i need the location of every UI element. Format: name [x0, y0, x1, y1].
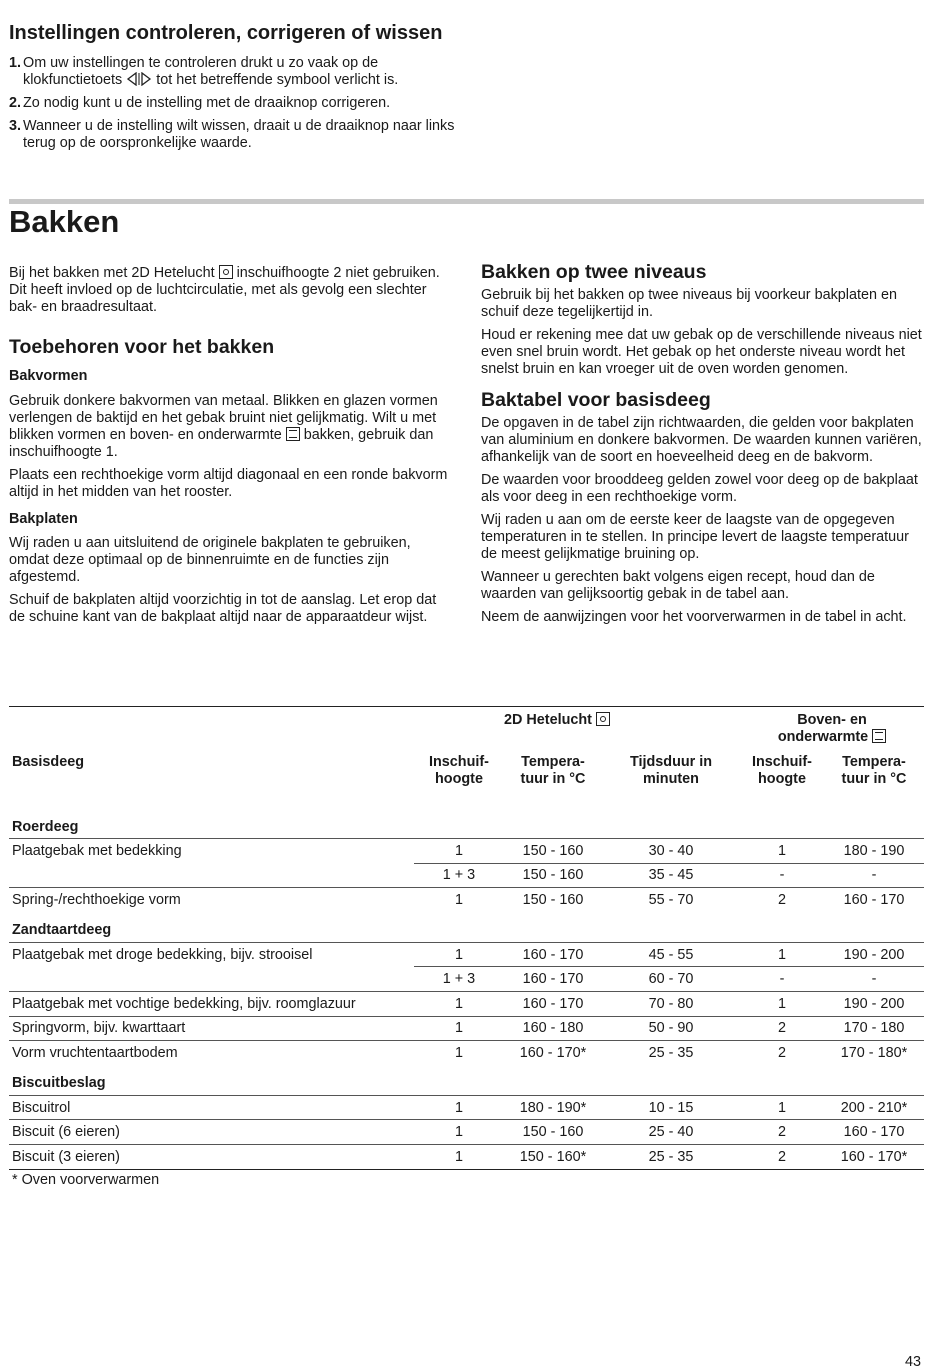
- baking-table: [9, 706, 924, 1170]
- table-cell: 180 - 190: [824, 839, 924, 864]
- column-header-temperatuur: Tempera- tuur in °C: [520, 753, 586, 787]
- table-cell: 1: [414, 1016, 504, 1041]
- group-label: 2D Hetelucht: [504, 712, 592, 728]
- bakplaten-heading: Bakplaten: [9, 511, 78, 527]
- table-cell: 45 - 55: [602, 942, 740, 967]
- table-cell: -: [824, 967, 924, 992]
- baktabel-heading: Baktabel voor basisdeeg: [481, 389, 711, 411]
- group-header-boven-onderwarmte: [740, 707, 924, 747]
- table-cell: 2: [740, 1144, 824, 1169]
- table-row: [9, 1120, 924, 1145]
- table-row: [9, 888, 924, 913]
- table-cell: 1: [414, 1120, 504, 1145]
- section-heading-check: Instellingen controleren, corrigeren of wissen: [9, 22, 443, 44]
- table-cell: 190 - 200: [824, 991, 924, 1016]
- paragraph-text: Gebruik donkere bakvormen van metaal. Blikken en glazen vormen verlengen de baktijd en het gebak bruint niet gelijkmatig. Wilt u met blikken vormen en boven- en onderwarmte: [9, 393, 438, 443]
- page-title: Bakken: [9, 204, 120, 239]
- table-cell: -: [824, 863, 924, 888]
- group-header-hetelucht: [414, 707, 740, 747]
- column-header-inschuifhoogte: Inschuif- hoogte: [752, 753, 812, 787]
- step-text: tot het betreffende symbool verlicht is.: [156, 72, 399, 88]
- table-cell: Spring-/rechthoekige vorm: [9, 888, 414, 913]
- left-column: [9, 265, 454, 632]
- paragraph-text: bakken, gebruik dan inschuifhoogte 1.: [9, 427, 434, 460]
- table-cell: 2: [740, 1120, 824, 1145]
- section-divider: [9, 199, 924, 204]
- table-cell: 70 - 80: [602, 991, 740, 1016]
- table-row: [9, 863, 924, 888]
- table-section-row: [9, 1065, 924, 1095]
- table-cell: 1: [414, 1144, 504, 1169]
- table-cell: 200 - 210*: [824, 1095, 924, 1120]
- baktabel-paragraph-4: Wanneer u gerechten bakt volgens eigen recept, houd dan de waarden van gelijksoortig gebak in de tabel aan.: [481, 569, 875, 602]
- table-cell: -: [740, 863, 824, 888]
- step-text: Om uw instellingen te controleren drukt u zo vaak op de klokfunctietoets: [23, 55, 379, 88]
- baktabel-paragraph-3: Wij raden u aan om de eerste keer de laagste van de opgegeven temperaturen in te stellen. In principe levert de laagste temperatuur de meest gelijkmatige bruining op.: [481, 512, 909, 562]
- table-cell: 150 - 160: [504, 1120, 602, 1145]
- table-row: [9, 1016, 924, 1041]
- table-cell: 1: [740, 991, 824, 1016]
- table-cell: 160 - 170: [504, 942, 602, 967]
- baktabel-paragraph-1: De opgaven in de tabel zijn richtwaarden, die gelden voor bakplaten van aluminium en donkere bakvormen. De waarden kunnen variëren, afhankelijk van de soort en hoeveelheid deeg en de bakvorm.: [481, 415, 922, 465]
- table-cell: Vorm vruchtentaartbodem: [9, 1041, 414, 1066]
- table-cell: 1 + 3: [414, 863, 504, 888]
- table-cell: 150 - 160: [504, 888, 602, 913]
- list-item: [9, 55, 469, 89]
- table-cell: Plaatgebak met bedekking: [9, 839, 414, 864]
- table-cell: 1 + 3: [414, 967, 504, 992]
- table-cell: 1: [414, 942, 504, 967]
- table-row: [9, 991, 924, 1016]
- table-cell: 1: [414, 839, 504, 864]
- table-cell: 2: [740, 888, 824, 913]
- table-cell: -: [740, 967, 824, 992]
- arrow-left-right-icon: [126, 72, 152, 86]
- table-cell: 25 - 35: [602, 1041, 740, 1066]
- twee-niveaus-paragraph-2: Houd er rekening mee dat uw gebak op de verschillende niveaus niet even snel bruin wordt. Het gebak op het onderste niveau wordt het snelst bruin en kan vroeger uit de oven worden genomen.: [481, 327, 922, 377]
- table-cell: 150 - 160*: [504, 1144, 602, 1169]
- baktabel-paragraph-5: Neem de aanwijzingen voor het voorverwarmen in de tabel in acht.: [481, 609, 907, 625]
- table-cell: 190 - 200: [824, 942, 924, 967]
- column-header-temperatuur: Tempera- tuur in °C: [841, 753, 907, 787]
- table-cell: Biscuitrol: [9, 1095, 414, 1120]
- group-label: Boven- en: [797, 712, 867, 728]
- step-number: 1.: [9, 55, 22, 71]
- table-cell: 1: [414, 888, 504, 913]
- table-cell: 160 - 170: [824, 1120, 924, 1145]
- table-cell: 1: [414, 1041, 504, 1066]
- table-cell: 1: [740, 942, 824, 967]
- table-cell: Biscuit (6 eieren): [9, 1120, 414, 1145]
- bakplaten-paragraph-2: Schuif de bakplaten altijd voorzichtig in tot de aanslag. Let erop dat de schuine kant van de bakplaat altijd naar de apparaatdeur wijst.: [9, 592, 437, 625]
- top-bottom-heat-icon: [872, 729, 886, 743]
- table-cell: Plaatgebak met vochtige bedekking, bijv. roomglazuur: [9, 991, 414, 1016]
- table-cell: 30 - 40: [602, 839, 740, 864]
- right-column: [481, 261, 926, 632]
- step-text: Zo nodig kunt u de instelling met de draaiknop corrigeren.: [23, 95, 391, 111]
- table-cell: 160 - 170*: [824, 1144, 924, 1169]
- table-cell: Plaatgebak met droge bedekking, bijv. strooisel: [9, 942, 414, 967]
- table-row: [9, 967, 924, 992]
- table-cell: 35 - 45: [602, 863, 740, 888]
- twee-niveaus-heading: Bakken op twee niveaus: [481, 261, 707, 283]
- table-cell: Springvorm, bijv. kwarttaart: [9, 1016, 414, 1041]
- twee-niveaus-paragraph-1: Gebruik bij het bakken op twee niveaus bij voorkeur bakplaten en schuif deze tegelijkertijd in.: [481, 287, 897, 320]
- column-header-basisdeeg: Basisdeeg: [12, 753, 84, 770]
- group-label: onderwarmte: [777, 729, 869, 745]
- table-section-heading: Roerdeeg: [12, 818, 79, 835]
- table-cell: 170 - 180: [824, 1016, 924, 1041]
- 2d-hot-air-icon: [596, 712, 610, 726]
- column-header-inschuifhoogte: Inschuif- hoogte: [429, 753, 489, 787]
- table-cell: 160 - 170: [824, 888, 924, 913]
- table-cell: 2: [740, 1016, 824, 1041]
- table-cell: 25 - 35: [602, 1144, 740, 1169]
- bakvormen-heading: Bakvormen: [9, 368, 88, 384]
- table-cell: 160 - 180: [504, 1016, 602, 1041]
- step-text: Wanneer u de instelling wilt wissen, draait u de draaiknop naar links terug op de oorspronkelijke waarde.: [23, 118, 455, 151]
- list-item: [9, 95, 469, 112]
- bakvormen-paragraph-2: Plaats een rechthoekige vorm altijd diagonaal en een ronde bakvorm altijd in het midden van het rooster.: [9, 467, 448, 500]
- table-cell: 55 - 70: [602, 888, 740, 913]
- column-header-tijdsduur: Tijdsduur in minuten: [629, 753, 713, 787]
- table-cell: [9, 967, 414, 992]
- table-row: [9, 1095, 924, 1120]
- intro-text: Bij het bakken met 2D Hetelucht: [9, 265, 215, 281]
- table-cell: 50 - 90: [602, 1016, 740, 1041]
- table-row: [9, 942, 924, 967]
- intro-text: inschuifhoogte 2 niet gebruiken. Dit heeft invloed op de luchtcirculatie, met als gevolg een slechter bak- en braadresultaat.: [9, 265, 440, 315]
- footnote: * Oven voorverwarmen: [12, 1172, 160, 1188]
- table-cell: 160 - 170*: [504, 1041, 602, 1066]
- table-cell: 170 - 180*: [824, 1041, 924, 1066]
- table-cell: 160 - 170: [504, 967, 602, 992]
- table-section-heading: Zandtaartdeeg: [12, 922, 112, 939]
- table-row: [9, 1144, 924, 1169]
- bakvormen-paragraph: [9, 393, 454, 461]
- table-section-row: [9, 809, 924, 839]
- table-cell: [9, 863, 414, 888]
- table-cell: 10 - 15: [602, 1095, 740, 1120]
- table-cell: 150 - 160: [504, 863, 602, 888]
- table-cell: 25 - 40: [602, 1120, 740, 1145]
- table-cell: 1: [740, 839, 824, 864]
- table-cell: 180 - 190*: [504, 1095, 602, 1120]
- list-item: [9, 118, 469, 152]
- step-number: 3.: [9, 118, 22, 134]
- table-cell: 60 - 70: [602, 967, 740, 992]
- intro-paragraph: [9, 265, 454, 316]
- table-row: [9, 1041, 924, 1066]
- toebehoren-heading: Toebehoren voor het bakken: [9, 336, 275, 358]
- table-section-row: [9, 912, 924, 942]
- top-bottom-heat-icon: [286, 427, 300, 441]
- step-number: 2.: [9, 95, 22, 111]
- bakplaten-paragraph-1: Wij raden u aan uitsluitend de originele bakplaten te gebruiken, omdat deze optimaal op de binnenruimte en de functies zijn afgestemd.: [9, 535, 411, 585]
- page-number: 43: [905, 1354, 922, 1370]
- table-cell: Biscuit (3 eieren): [9, 1144, 414, 1169]
- table-cell: 160 - 170: [504, 991, 602, 1016]
- check-steps-list: [9, 55, 469, 158]
- table-cell: 1: [414, 991, 504, 1016]
- baktabel-paragraph-2: De waarden voor brooddeeg gelden zowel voor deeg op de bakplaat als voor deeg in een rechthoekige vorm.: [481, 472, 918, 505]
- 2d-hot-air-icon: [219, 265, 233, 279]
- table-body: [9, 809, 924, 1170]
- table-cell: 2: [740, 1041, 824, 1066]
- table-cell: 150 - 160: [504, 839, 602, 864]
- table-cell: 1: [740, 1095, 824, 1120]
- table-section-heading: Biscuitbeslag: [12, 1075, 106, 1092]
- table-row: [9, 839, 924, 864]
- table-cell: 1: [414, 1095, 504, 1120]
